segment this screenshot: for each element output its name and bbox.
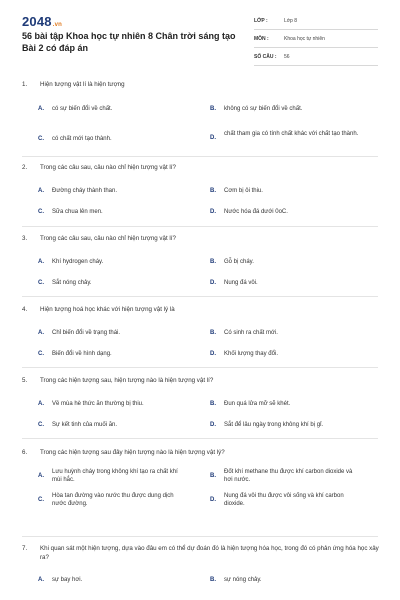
option-text: Có sinh ra chất mới. (224, 330, 278, 336)
option-text: Gỗ bị cháy. (224, 259, 254, 265)
option-a[interactable] (38, 105, 198, 113)
option-a[interactable] (38, 258, 198, 266)
option-text: Sự kết tinh của muối ăn. (52, 422, 118, 428)
meta-key: LỚP : (254, 17, 268, 24)
option-text: có chất mới tạo thành. (52, 136, 112, 142)
question-divider (22, 156, 378, 157)
option-letter: B. (210, 401, 216, 407)
question-text (22, 376, 382, 385)
question-1 (22, 80, 382, 142)
option-d[interactable] (210, 492, 360, 508)
option-text: Đốt khí methane thu được khí carbon dioxide và hơi nước. (224, 469, 353, 483)
option-letter: B. (210, 106, 216, 112)
option-c[interactable] (38, 350, 198, 358)
option-b[interactable] (210, 329, 378, 337)
option-d[interactable] (210, 421, 378, 429)
option-b[interactable] (210, 258, 378, 266)
option-text: sự bay hơi. (52, 577, 83, 583)
option-letter: A. (38, 106, 44, 112)
option-text: Đường cháy thành than. (52, 188, 117, 194)
meta-box (254, 12, 378, 66)
meta-row-count (254, 48, 378, 66)
meta-row-grade (254, 12, 378, 30)
logo-main: 2048 (22, 14, 52, 29)
option-text: Về mùa hè thức ăn thường bị thiu. (52, 401, 144, 407)
question-prompt: Khi quan sát một hiện tượng, dựa vào đâu em có thể dự đoán đó là hiện tượng hóa học, trong đó có phản ứng hóa học xảy ra? (40, 545, 379, 561)
option-text: không có sự biến đổi về chất. (224, 106, 303, 112)
option-letter: A. (38, 330, 44, 336)
option-text: Sắt nóng chảy. (52, 280, 92, 286)
option-text: Nước hóa đá dưới 0oC. (224, 209, 288, 215)
option-b[interactable] (210, 105, 378, 113)
option-letter: C. (38, 497, 44, 503)
question-prompt: Trong các hiện tượng sau đây hiện tượng nào là hiện tượng vật lý? (40, 449, 225, 456)
option-a[interactable] (38, 187, 198, 195)
question-4 (22, 305, 382, 357)
question-prompt: Trong các câu sau, câu nào chỉ hiện tượng vật lí? (40, 235, 176, 242)
option-text: Hòa tan đường vào nước thu được dung dịch nước đường. (52, 493, 174, 507)
question-number: 3. (22, 235, 28, 242)
question-text (22, 448, 382, 457)
option-b[interactable] (210, 576, 378, 584)
question-number: 5. (22, 377, 28, 384)
option-text: Nung đá vôi thu được vôi sống và khí carbon dioxide. (224, 493, 344, 507)
option-text: Đun quá lửa mỡ sẽ khét. (224, 401, 291, 407)
option-text: Sữa chua lên men. (52, 209, 103, 215)
option-a[interactable] (38, 468, 188, 484)
question-divider (22, 438, 378, 439)
option-letter: A. (38, 577, 44, 583)
option-letter: B. (210, 330, 216, 336)
option-letter: B. (210, 188, 216, 194)
option-letter: D. (210, 351, 216, 357)
option-text: chất tham gia có tính chất khác với chất tạo thành. (224, 131, 359, 137)
option-text: Khí hydrogen cháy. (52, 259, 104, 265)
question-2 (22, 163, 382, 215)
meta-value: Lớp 8 (284, 17, 298, 24)
option-c[interactable] (38, 208, 198, 216)
question-divider (22, 367, 378, 368)
meta-key: SỐ CÂU : (254, 53, 277, 60)
option-letter: D. (210, 280, 216, 286)
meta-key: MÔN : (254, 35, 269, 42)
option-text: Khối lượng thay đổi. (224, 351, 278, 357)
question-6 (22, 448, 382, 507)
option-b[interactable] (210, 187, 378, 195)
option-letter: D. (210, 422, 216, 428)
option-letter: A. (38, 401, 44, 407)
meta-row-subject (254, 30, 378, 48)
option-d[interactable] (210, 279, 378, 287)
option-letter: D. (210, 209, 216, 215)
question-text (22, 163, 382, 172)
question-7 (22, 544, 382, 583)
option-c[interactable] (38, 492, 188, 508)
option-a[interactable] (38, 576, 198, 584)
option-d[interactable] (210, 208, 378, 216)
meta-value: 56 (284, 53, 290, 60)
question-prompt: Hiện tượng vật lí là hiện tượng (40, 81, 125, 88)
question-3 (22, 234, 382, 286)
option-text: Chỉ biến đổi về trạng thái. (52, 330, 121, 336)
option-c[interactable] (38, 421, 198, 429)
site-logo[interactable] (22, 14, 62, 29)
question-number: 2. (22, 164, 28, 171)
worksheet-title: 56 bài tập Khoa học tự nhiên 8 Chân trời sáng tạo Bài 2 có đáp án (22, 31, 236, 53)
option-d[interactable] (210, 350, 378, 358)
question-divider (22, 226, 378, 227)
option-letter: C. (38, 280, 44, 286)
option-c[interactable] (38, 135, 198, 143)
option-d[interactable] (210, 130, 360, 141)
option-text: Cơm bị ôi thiu. (224, 188, 263, 194)
question-text (22, 544, 382, 562)
option-letter: C. (38, 136, 44, 142)
option-text: sự nóng chảy. (224, 577, 262, 583)
option-letter: B. (210, 259, 216, 265)
meta-value: Khoa học tự nhiên (284, 35, 325, 42)
option-text: có sự biến đổi về chất. (52, 106, 113, 112)
option-letter: C. (38, 422, 44, 428)
option-a[interactable] (38, 329, 198, 337)
option-text: Biến đổi về hình dạng. (52, 351, 112, 357)
option-a[interactable] (38, 400, 198, 408)
option-letter: D. (210, 135, 216, 141)
option-letter: C. (38, 351, 44, 357)
question-text (22, 80, 382, 89)
option-text: Sắt để lâu ngày trong không khí bị gỉ. (224, 422, 324, 428)
option-c[interactable] (38, 279, 198, 287)
question-5 (22, 376, 382, 428)
question-number: 4. (22, 306, 28, 313)
question-number: 7. (22, 545, 28, 552)
option-letter: B. (210, 473, 216, 479)
question-prompt: Trong các hiện tượng sau, hiện tượng nào là hiện tượng vật lí? (40, 377, 214, 384)
question-number: 6. (22, 449, 28, 456)
logo-suffix: .vn (52, 22, 63, 28)
option-text: Nung đá vôi. (224, 280, 258, 286)
option-letter: A. (38, 188, 44, 194)
question-prompt: Hiện tượng hoá học khác với hiện tượng vật lý là (40, 306, 175, 313)
option-letter: A. (38, 473, 44, 479)
question-prompt: Trong các câu sau, câu nào chỉ hiện tượng vật lí? (40, 164, 176, 171)
question-divider (22, 536, 378, 537)
option-b[interactable] (210, 400, 378, 408)
option-letter: C. (38, 209, 44, 215)
question-divider (22, 296, 378, 297)
option-letter: A. (38, 259, 44, 265)
question-text (22, 234, 382, 243)
question-text (22, 305, 382, 314)
worksheet-header (0, 0, 400, 76)
option-letter: D. (210, 497, 216, 503)
option-text: Lưu huỳnh cháy trong không khí tạo ra chất khí mùi hắc. (52, 469, 178, 483)
question-number: 1. (22, 81, 28, 88)
option-letter: B. (210, 577, 216, 583)
option-b[interactable] (210, 468, 360, 484)
